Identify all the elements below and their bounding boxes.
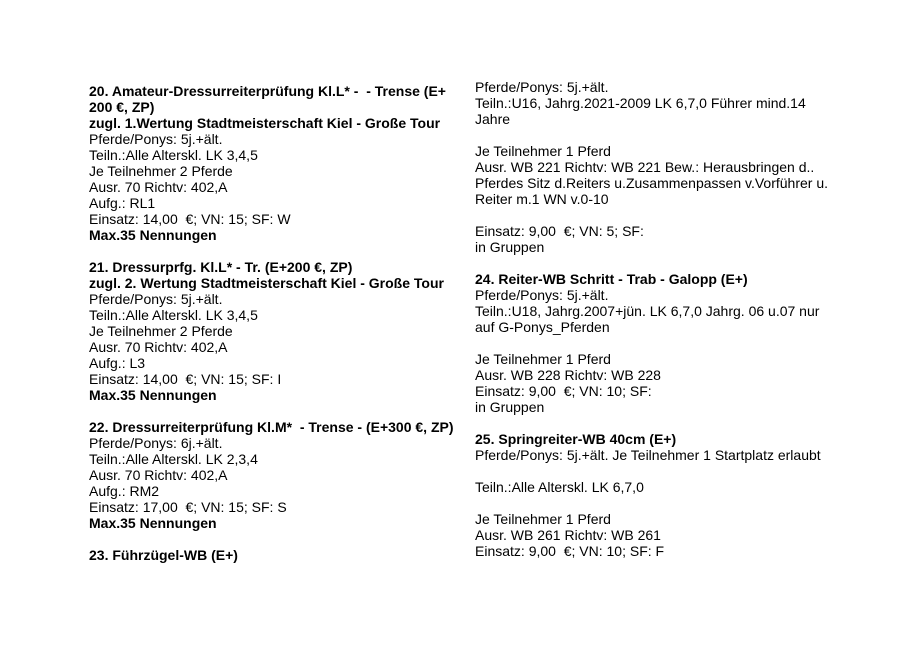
- text-line: Pferdes Sitz d.Reiters u.Zusammenpassen v.Vorführer u.: [475, 175, 829, 191]
- text-line: Teiln.:Alle Alterskl. LK 6,7,0: [475, 479, 644, 495]
- text-line: Aufg.: L3: [89, 355, 146, 371]
- text-line: Teiln.:U18, Jahrg.2007+jün. LK 6,7,0 Jahrg. 06 u.07 nur: [475, 303, 820, 319]
- text-line: Teiln.:Alle Alterskl. LK 3,4,5: [89, 147, 258, 163]
- text-line: Aufg.: RM2: [89, 483, 160, 499]
- section-heading-line: 22. Dressurreiterprüfung Kl.M* - Trense - (E+300 €, ZP): [89, 419, 454, 435]
- text-line: Je Teilnehmer 1 Pferd: [475, 351, 611, 367]
- text-line: in Gruppen: [475, 399, 545, 415]
- left-column: [89, 83, 459, 563]
- blank-line: [475, 127, 875, 143]
- text-line: auf G-Ponys_Pferden: [475, 319, 610, 335]
- blank-line: [89, 243, 459, 259]
- section-heading-line: 21. Dressurprfg. Kl.L* - Tr. (E+200 €, ZP): [89, 259, 353, 275]
- text-line: Ausr. 70 Richtv: 402,A: [89, 467, 228, 483]
- blank-line: [89, 531, 459, 547]
- text-line: Pferde/Ponys: 5j.+ält.: [475, 287, 609, 303]
- blank-line: [475, 415, 875, 431]
- blank-line: [475, 255, 875, 271]
- text-line: Ausr. WB 221 Richtv: WB 221 Bew.: Herausbringen d..: [475, 159, 815, 175]
- text-line: Je Teilnehmer 2 Pferde: [89, 323, 233, 339]
- section-heading-line: zugl. 2. Wertung Stadtmeisterschaft Kiel - Große Tour: [89, 275, 444, 291]
- text-line: Reiter m.1 WN v.0-10: [475, 191, 609, 207]
- text-line: Pferde/Ponys: 5j.+ält.: [475, 79, 609, 95]
- text-line: Aufg.: RL1: [89, 195, 156, 211]
- section-heading-line: Max.35 Nennungen: [89, 515, 217, 531]
- text-line: Pferde/Ponys: 5j.+ält.: [89, 131, 223, 147]
- text-line: Ausr. WB 228 Richtv: WB 228: [475, 367, 661, 383]
- text-line: Einsatz: 14,00 €; VN: 15; SF: I: [89, 371, 282, 387]
- text-line: Pferde/Ponys: 5j.+ält. Je Teilnehmer 1 Startplatz erlaubt: [475, 447, 821, 463]
- text-line: Ausr. WB 261 Richtv: WB 261: [475, 527, 661, 543]
- text-line: Teiln.:Alle Alterskl. LK 2,3,4: [89, 451, 258, 467]
- text-line: Je Teilnehmer 2 Pferde: [89, 163, 233, 179]
- section-heading-line: 20. Amateur-Dressurreiterprüfung Kl.L* - - Trense (E+: [89, 83, 446, 99]
- section-heading-line: 24. Reiter-WB Schritt - Trab - Galopp (E+): [475, 271, 748, 287]
- text-line: Je Teilnehmer 1 Pferd: [475, 511, 611, 527]
- text-line: Einsatz: 9,00 €; VN: 5; SF:: [475, 223, 644, 239]
- right-column: [475, 79, 875, 559]
- text-line: Einsatz: 9,00 €; VN: 10; SF:: [475, 383, 652, 399]
- section-heading-line: zugl. 1.Wertung Stadtmeisterschaft Kiel - Große Tour: [89, 115, 441, 131]
- text-line: Pferde/Ponys: 5j.+ält.: [89, 291, 223, 307]
- text-line: Einsatz: 17,00 €; VN: 15; SF: S: [89, 499, 287, 515]
- section-heading-line: 25. Springreiter-WB 40cm (E+): [475, 431, 677, 447]
- blank-line: [89, 403, 459, 419]
- text-line: Einsatz: 14,00 €; VN: 15; SF: W: [89, 211, 291, 227]
- text-line: in Gruppen: [475, 239, 545, 255]
- section-heading-line: Max.35 Nennungen: [89, 227, 217, 243]
- section-heading-line: Max.35 Nennungen: [89, 387, 217, 403]
- text-line: Je Teilnehmer 1 Pferd: [475, 143, 611, 159]
- blank-line: [475, 495, 875, 511]
- text-line: Pferde/Ponys: 6j.+ält.: [89, 435, 223, 451]
- text-line: Jahre: [475, 111, 511, 127]
- text-line: Einsatz: 9,00 €; VN: 10; SF: F: [475, 543, 665, 559]
- section-heading-line: 200 €, ZP): [89, 99, 155, 115]
- text-line: Ausr. 70 Richtv: 402,A: [89, 339, 228, 355]
- text-line: Teiln.:U16, Jahrg.2021-2009 LK 6,7,0 Führer mind.14: [475, 95, 806, 111]
- blank-line: [475, 335, 875, 351]
- blank-line: [475, 463, 875, 479]
- text-line: Teiln.:Alle Alterskl. LK 3,4,5: [89, 307, 258, 323]
- text-line: Ausr. 70 Richtv: 402,A: [89, 179, 228, 195]
- blank-line: [475, 207, 875, 223]
- section-heading-line: 23. Führzügel-WB (E+): [89, 547, 238, 563]
